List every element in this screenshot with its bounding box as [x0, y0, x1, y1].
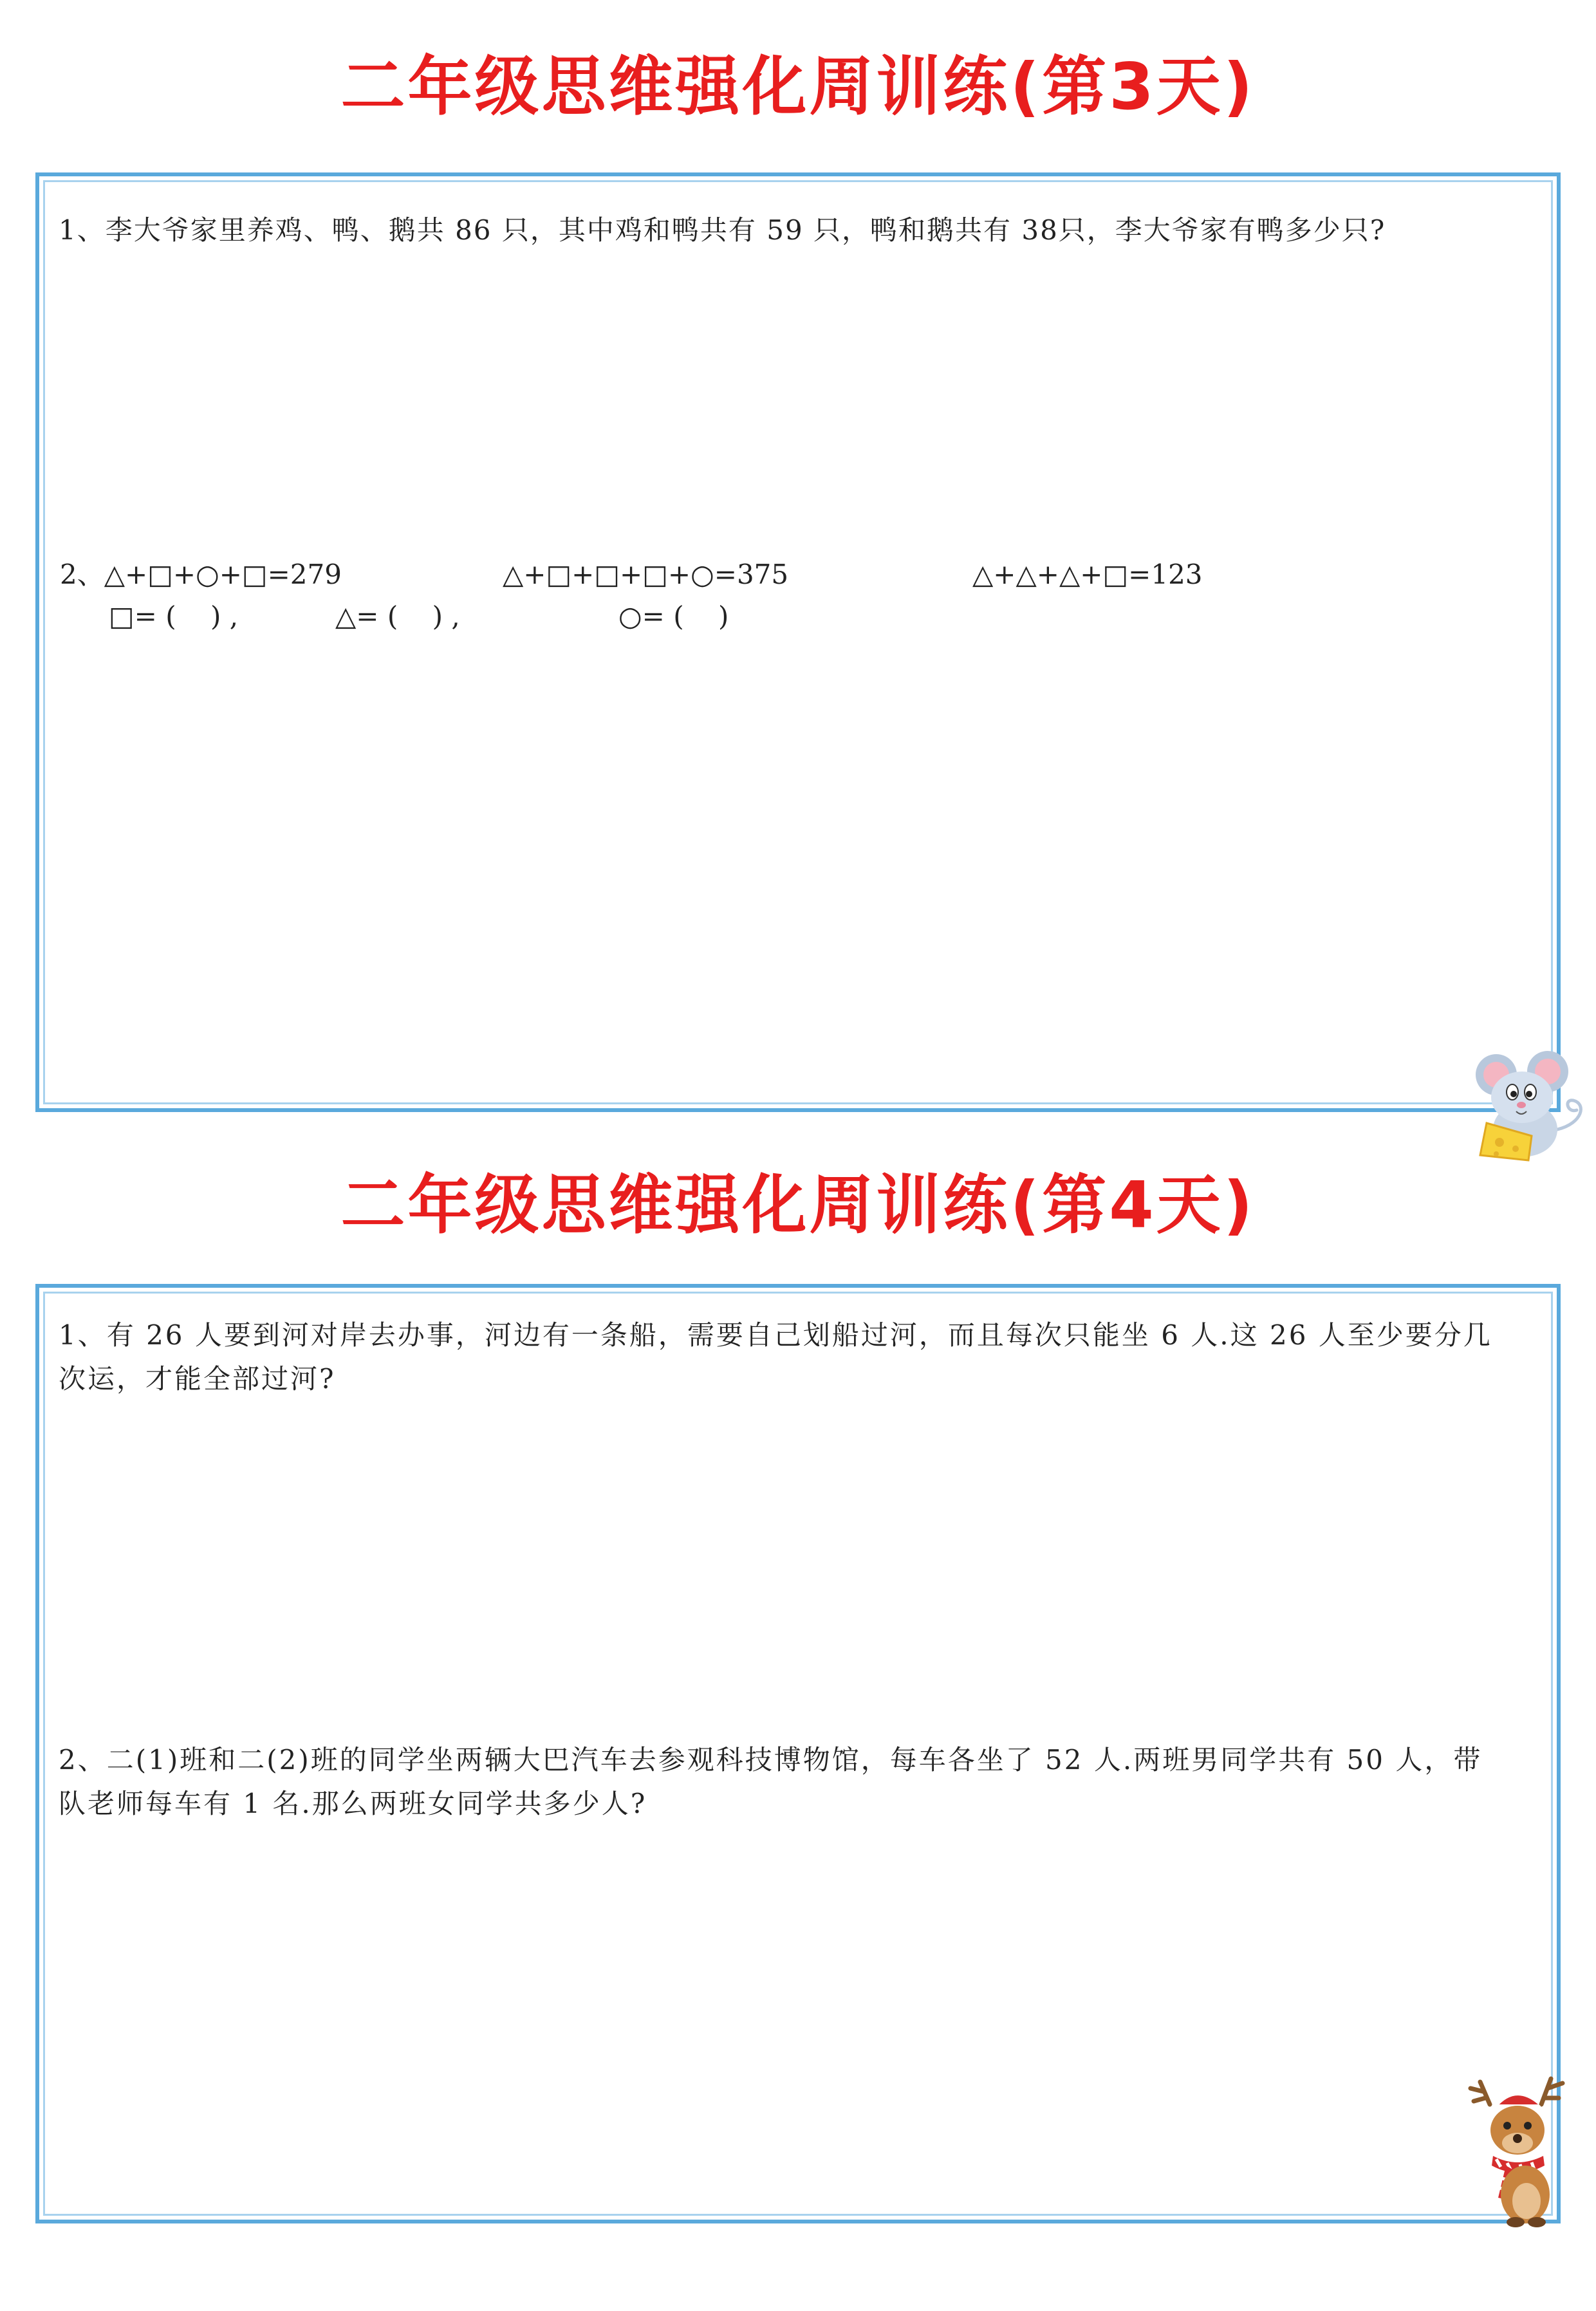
day4-question-1: 1、有 26 人要到河对岸去办事，河边有一条船，需要自己划船过河，而且每次只能坐 6 人.这 26 人至少要分几次运，才能全部过河? — [59, 1319, 1492, 1395]
day4-worksheet-box — [35, 1284, 1561, 2223]
day3-worksheet-box — [35, 172, 1561, 1112]
day3-question-1: 1、李大爷家里养鸡、鸭、鹅共 86 只，其中鸡和鸭共有 59 只，鸭和鹅共有 38只，李大爷家有鸭多少只? — [59, 214, 1386, 246]
day3-answer-triangle: △= ( ) , — [335, 600, 460, 632]
day4-title: 二年级思维强化周训练(第4天) — [340, 1167, 1256, 1243]
day3-question-2-equation-2: △+□+□+□+○=375 — [503, 559, 789, 590]
day3-question-2-equation-1: 2、△+□+○+□=279 — [60, 559, 342, 590]
mouse-cheese-mascot-icon — [1461, 1046, 1590, 1162]
day3-answer-square: □= ( ) , — [109, 600, 239, 632]
day3-title: 二年级思维强化周训练(第3天) — [340, 49, 1256, 124]
day4-question-2: 2、二(1)班和二(2)班的同学坐两辆大巴汽车去参观科技博物馆，每车各坐了 52 人.两班男同学共有 50 人，带队老师每车有 1 名.那么两班女同学共多少人? — [59, 1744, 1483, 1819]
reindeer-scarf-mascot-icon — [1461, 2069, 1577, 2230]
day3-answer-circle: ○= ( ) — [618, 600, 729, 632]
day3-question-2-equation-3: △+△+△+□=123 — [972, 559, 1203, 590]
